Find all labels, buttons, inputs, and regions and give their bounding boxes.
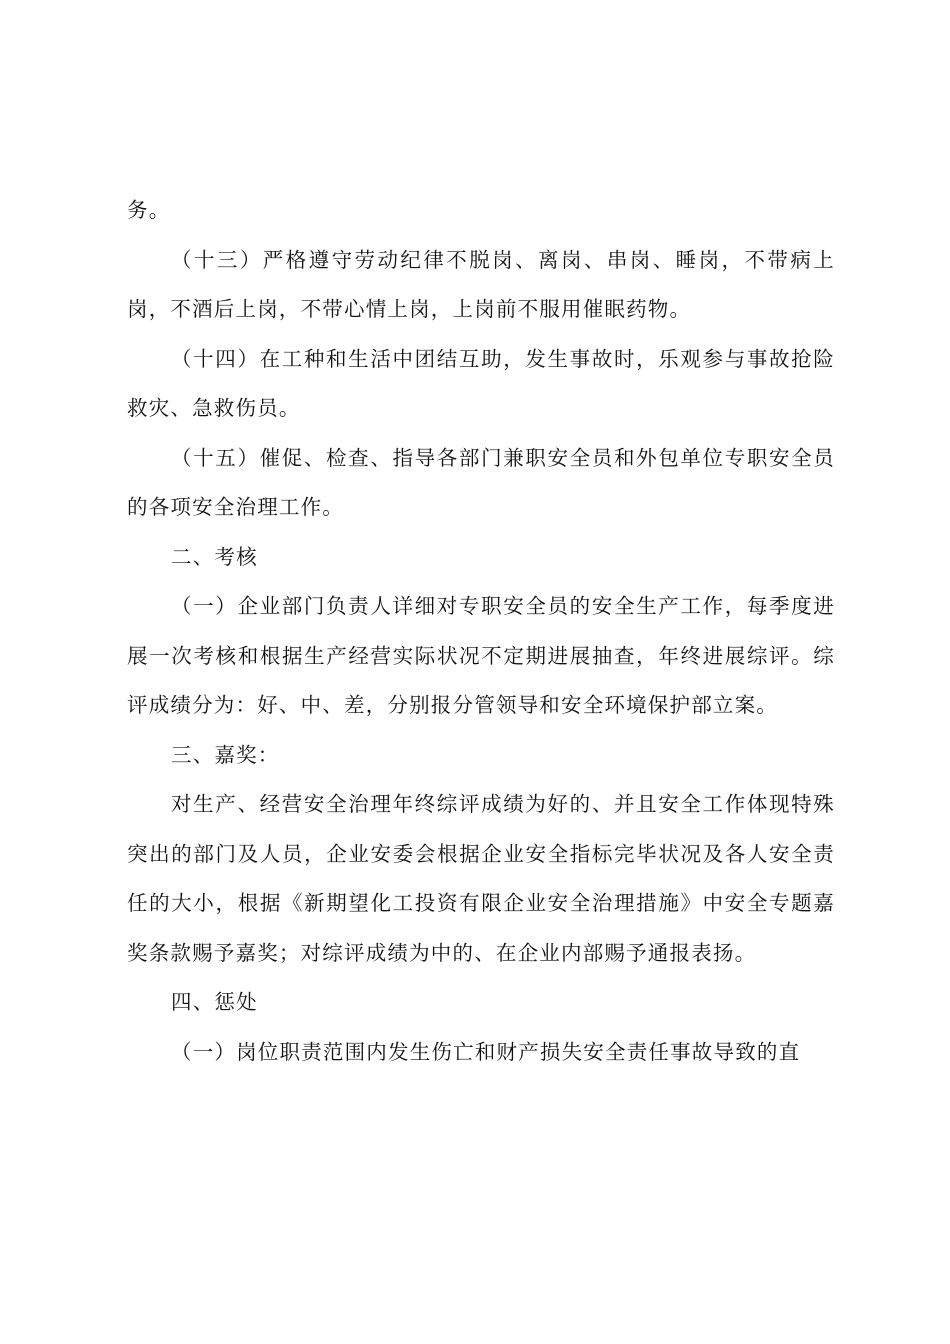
section-heading-rewards: 三、嘉奖： [171,742,280,767]
paragraph-item-15: （十五）催促、检查、指导各部门兼职安全员和外包单位专职安全员的各项安全治理工作。 [127,445,835,519]
paragraph-item-14: （十四）在工种和生活中团结互助，发生事故时，乐观参与事故抢险救灾、急救伤员。 [127,346,835,420]
paragraph-assessment-1: （一）企业部门负责人详细对专职安全员的安全生产工作，每季度进展一次考核和根据生产经营实际状况不定期进展抽查，年终进展综评。综评成绩分为：好、中、差，分别报分管领导和安全环境保护部立案。 [127,594,835,717]
paragraph-item-13: （十三）严格遵守劳动纪律不脱岗、离岗、串岗、睡岗，不带病上岗，不酒后上岗，不带心情上岗，上岗前不服用催眠药物。 [127,247,835,321]
document-body [127,186,835,1077]
paragraph-continuation: 务。 [127,198,171,222]
section-heading-penalties: 四、惩处 [171,990,258,1014]
paragraph-penalties-1: （一）岗位职责范围内发生伤亡和财产损失安全责任事故导致的直 [171,1039,801,1064]
section-heading-assessment: 二、考核 [171,544,258,569]
paragraph-rewards: 对生产、经营安全治理年终综评成绩为好的、并且安全工作体现特殊突出的部门及人员，企业安委会根据企业安全指标完毕状况及各人安全责任的大小，根据《新期望化工投资有限企业安全治理措施》中安全专题嘉奖条款赐予嘉奖；对综评成绩为中的、在企业内部赐予通报表扬。 [127,792,835,965]
